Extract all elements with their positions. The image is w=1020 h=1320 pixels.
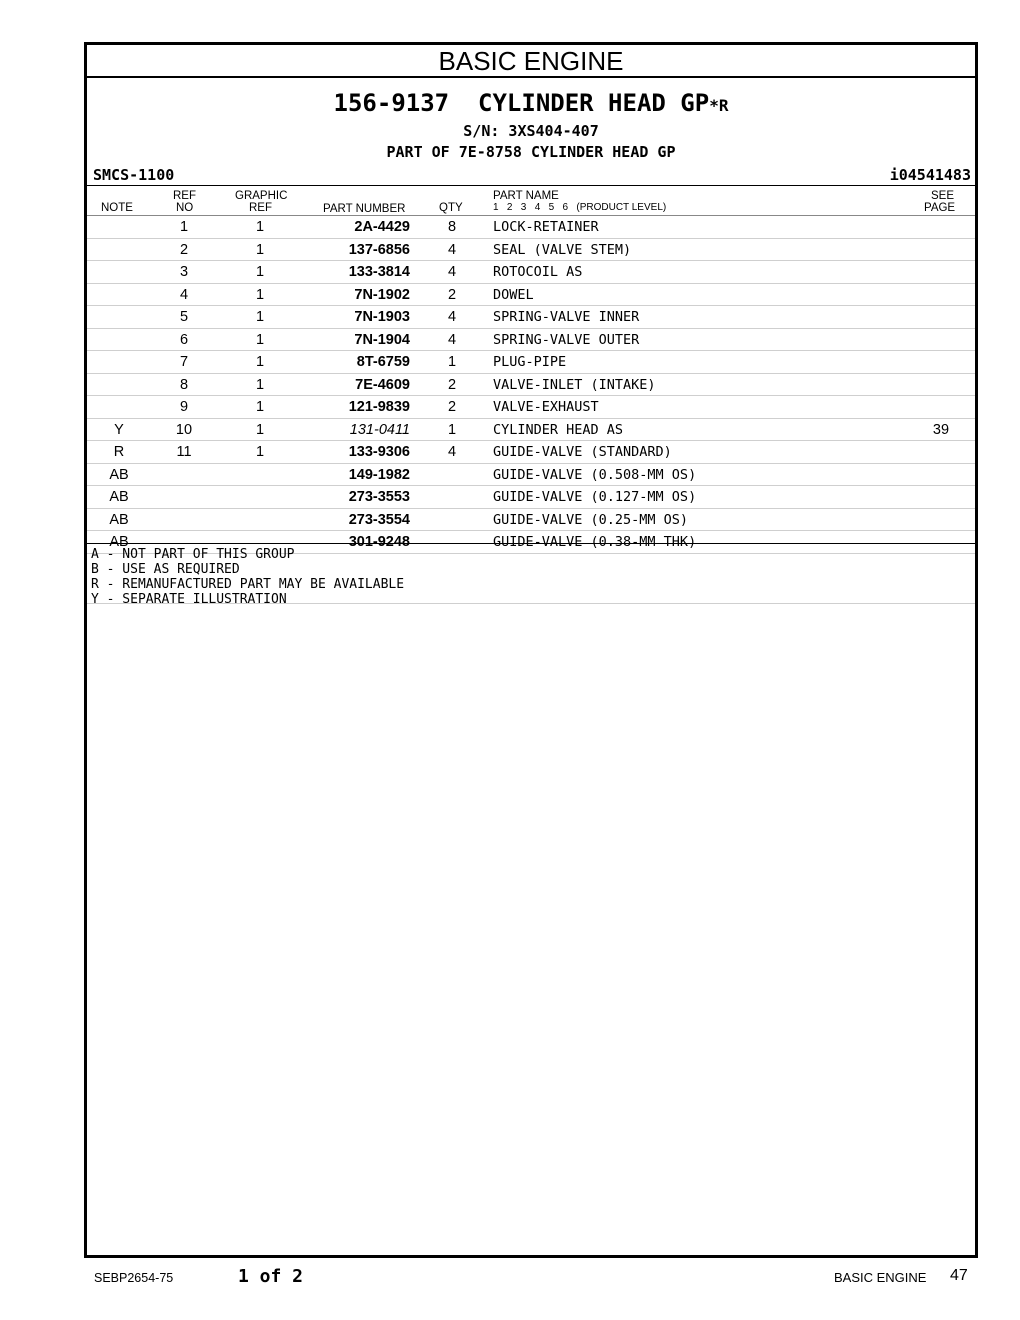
table-row — [87, 396, 975, 419]
table-row — [87, 374, 975, 397]
part-number-cell: 7N-1903 — [354, 309, 410, 325]
col-see-top: SEE — [931, 190, 955, 202]
group-title — [87, 90, 975, 119]
qty-cell: 4 — [447, 241, 457, 258]
part-number-cell: 273-3554 — [348, 511, 410, 528]
note-cell: R — [113, 444, 125, 460]
part-number-cell: 301-9248 — [348, 534, 410, 550]
graphic-ref-cell: 1 — [255, 264, 265, 280]
part-number-cell: 7E-4609 — [355, 376, 410, 393]
ref-no-cell: 3 — [179, 264, 189, 280]
ref-no-cell: 5 — [179, 309, 189, 325]
ref-no-cell: 4 — [179, 286, 189, 303]
part-name-cell: ROTOCOIL AS — [493, 264, 583, 280]
footer-page-of: 1 of 2 — [238, 1266, 304, 1287]
table-row — [87, 261, 975, 284]
part-name-cell: SPRING-VALVE INNER — [493, 309, 640, 325]
part-name-cell: DOWEL — [493, 286, 534, 303]
group-number: 156-9137 — [333, 89, 450, 117]
group-name: CYLINDER HEAD GP — [478, 89, 710, 117]
table-row — [87, 329, 975, 352]
qty-cell: 8 — [447, 219, 457, 235]
table-row — [87, 239, 975, 262]
part-number-cell: 273-3553 — [348, 489, 410, 505]
part-number-cell: 7N-1902 — [354, 286, 410, 303]
qty-cell: 2 — [447, 376, 457, 393]
ref-no-cell: 11 — [176, 444, 192, 460]
see-page-cell: 39 — [932, 421, 950, 438]
parts-page-frame — [84, 42, 978, 1258]
ref-no-cell: 9 — [179, 399, 189, 415]
footer-page-number: 47 — [950, 1267, 968, 1284]
graphic-ref-cell: 1 — [255, 331, 265, 348]
part-number-cell: 137-6856 — [348, 241, 410, 258]
part-number-cell: 133-9306 — [348, 444, 410, 460]
part-of-line: PART OF 7E-8758 CYLINDER HEAD GP — [386, 143, 676, 161]
parts-table — [87, 216, 975, 554]
note-cell: AB — [109, 466, 129, 483]
illustration-id: i04541483 — [889, 166, 971, 184]
qty-cell: 4 — [447, 444, 457, 460]
part-name-cell: GUIDE-VALVE (0.127-MM OS) — [493, 489, 697, 505]
table-row — [87, 306, 975, 329]
graphic-ref-cell: 1 — [255, 399, 265, 415]
graphic-ref-cell: 1 — [255, 376, 265, 393]
part-name-cell: GUIDE-VALVE (0.38-MM THK) — [493, 534, 697, 550]
qty-cell: 4 — [447, 264, 457, 280]
part-name-cell: SEAL (VALVE STEM) — [493, 241, 632, 258]
identification-line — [87, 165, 975, 186]
note-cell: AB — [109, 534, 129, 550]
part-number-cell: 131-0411 — [349, 421, 410, 438]
col-part-number: PART NUMBER — [323, 203, 406, 215]
ref-no-cell: 1 — [179, 219, 189, 235]
qty-cell: 1 — [447, 354, 457, 370]
part-name-cell: GUIDE-VALVE (0.508-MM OS) — [493, 466, 697, 483]
col-qty: QTY — [439, 202, 463, 214]
qty-cell: 4 — [447, 309, 457, 325]
smcs-code: SMCS-1100 — [93, 166, 175, 184]
note-cell: Y — [114, 421, 124, 438]
note-cell: AB — [109, 511, 129, 528]
part-name-cell: GUIDE-VALVE (STANDARD) — [493, 444, 672, 460]
col-ref-bottom: NO — [176, 202, 194, 214]
part-name-cell: VALVE-INLET (INTAKE) — [493, 376, 656, 393]
table-row — [87, 284, 975, 307]
part-number-cell: 7N-1904 — [354, 331, 410, 348]
ref-no-cell: 2 — [179, 241, 189, 258]
col-note: NOTE — [101, 202, 133, 214]
col-product-level: 1 2 3 4 5 6 (PRODUCT LEVEL) — [493, 202, 667, 213]
ref-no-cell: 6 — [179, 331, 189, 348]
note-cell: AB — [109, 489, 129, 505]
graphic-ref-cell: 1 — [255, 309, 265, 325]
part-name-cell: PLUG-PIPE — [493, 354, 567, 370]
part-number-cell: 149-1982 — [348, 466, 410, 483]
part-name-cell: GUIDE-VALVE (0.25-MM OS) — [493, 511, 689, 528]
footer-document-id: SEBP2654-75 — [94, 1271, 174, 1285]
part-number-cell: 133-3814 — [348, 264, 410, 280]
serial-number-range: S/N: 3XS404-407 — [463, 122, 599, 140]
part-number-cell: 2A-4429 — [354, 219, 410, 235]
qty-cell: 4 — [447, 331, 457, 348]
col-see-bottom: PAGE — [924, 202, 956, 214]
table-row — [87, 351, 975, 374]
column-headers — [87, 187, 975, 216]
ref-no-cell: 10 — [175, 421, 193, 438]
section-title: BASIC ENGINE — [87, 45, 975, 78]
table-row — [87, 441, 975, 464]
part-name-cell: LOCK-RETAINER — [493, 219, 599, 235]
note-item: B - USE AS REQUIRED — [91, 562, 240, 577]
qty-cell: 2 — [447, 286, 457, 303]
graphic-ref-cell: 1 — [255, 286, 265, 303]
notes-legend — [87, 543, 975, 607]
qty-cell: 2 — [447, 399, 457, 415]
graphic-ref-cell: 1 — [255, 421, 265, 438]
qty-cell: 1 — [447, 421, 457, 438]
part-name-cell: SPRING-VALVE OUTER — [493, 331, 640, 348]
ref-no-cell: 8 — [179, 376, 189, 393]
graphic-ref-cell: 1 — [255, 354, 265, 370]
part-number-cell: 121-9839 — [348, 399, 410, 415]
col-graphic-bottom: REF — [249, 202, 272, 214]
part-name-cell: CYLINDER HEAD AS — [493, 421, 624, 438]
col-graphic-top: GRAPHIC — [235, 190, 288, 202]
col-ref-top: REF — [173, 190, 196, 202]
note-item: Y - SEPARATE ILLUSTRATION — [91, 592, 287, 607]
note-item: A - NOT PART OF THIS GROUP — [91, 547, 295, 562]
part-number-cell: 8T-6759 — [356, 354, 410, 370]
table-row — [87, 419, 975, 442]
graphic-ref-cell: 1 — [255, 219, 265, 235]
table-row — [87, 486, 975, 509]
graphic-ref-cell: 1 — [255, 241, 265, 258]
col-part-name: PART NAME — [493, 190, 559, 202]
part-name-cell: VALVE-EXHAUST — [493, 399, 599, 415]
table-row — [87, 464, 975, 487]
table-row — [87, 509, 975, 532]
footer-section: BASIC ENGINE — [834, 1270, 927, 1285]
ref-no-cell: 7 — [179, 354, 189, 370]
group-suffix: *R — [709, 96, 729, 115]
table-row — [87, 216, 975, 239]
note-item: R - REMANUFACTURED PART MAY BE AVAILABLE — [91, 577, 405, 592]
graphic-ref-cell: 1 — [255, 444, 265, 460]
